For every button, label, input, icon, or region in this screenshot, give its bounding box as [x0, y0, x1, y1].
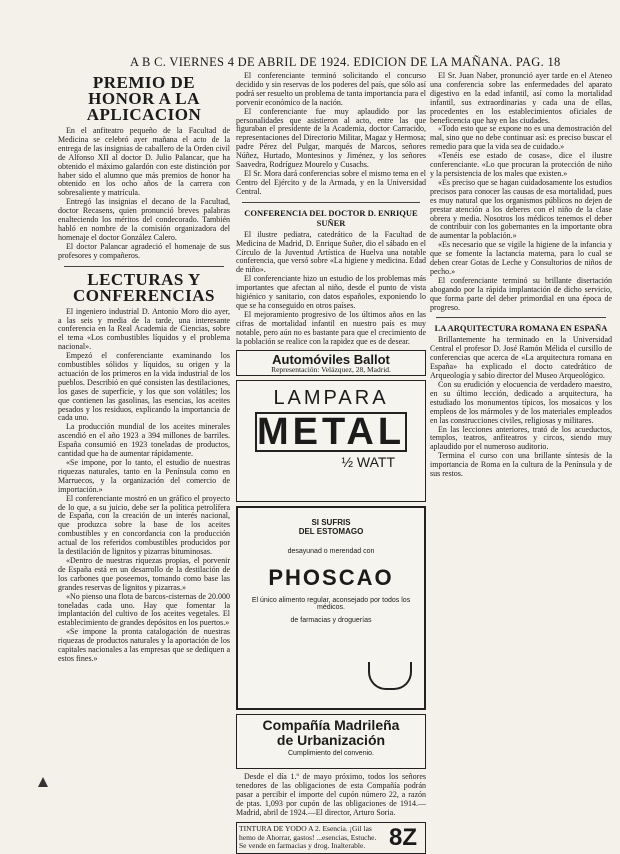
article-paragraph: Empezó el conferenciante examinando los combustibles sólidos y líquidos, su origen y la actuación de los primeros en la vida industrial de los pueblos. Describió en qué consisten las destilaciones, los gases de superficie, y los que son volátiles; los que contienen las gasolinas, las esencias, los aceites pesados y los residuos, explicando la importancia de cada uno. — [58, 351, 230, 423]
article-paragraph: El conferenciante mostró en un gráfico el proyecto de lo que, a su juicio, debe ser la política petrolífera de España, con la creación de un interés nacional, que produzca sobre la base de los aceites combustibles y en concordancia con la producción actual de los referidos combustibles producidos por la destilación de lignitos y pizarras bituminosas. — [58, 493, 230, 557]
ad-phos-line-f: de farmacias y droguerías — [290, 617, 372, 625]
article-paragraph: El conferenciante fue muy aplaudido por las personalidades que asistieron al acto, entre las que figuraban el presidente de la Academia, doctor Carracido, representaciones del Directorio Militar, Magaz y Hermosa; padre Pérez del Pulgar, marqués de Marcos, señores Núñez, Hurtado, Montesinos y Jiménez, y los señores Saavedra, Rodríguez Mourelo y Cusachs. — [236, 106, 426, 170]
ad-tintura-yodo — [236, 822, 426, 854]
ad-compania-madrilena — [236, 714, 426, 769]
page-header: A B C. VIERNES 4 DE ABRIL DE 1924. EDICION DE LA MAÑANA. PAG. 18 — [130, 55, 561, 69]
ad-comp-text: Desde el día 1.º de mayo próximo, todos los señores tenedores de las obligaciones de esta Compañía podrán pasar a percibir el importe del cupón número 22, a razón de ptas. 1,093 por cupón de las obligaciones de 1914.—Madrid, abril de 1924.—El director, Arturo Soria. — [236, 772, 426, 818]
article-paragraph: «Tenéis ese estado de cosas», dice el ilustre conferenciante. «Lo que procuran la protección de niño y la persistencia de los males que existen.» — [430, 151, 612, 178]
ad-phos-line-a: SI SUFRIS — [311, 518, 351, 528]
article-paragraph: El doctor Palancar agradeció el homenaje de sus profesores y compañeros. — [58, 241, 230, 260]
ad-comp-title2: de Urbanización — [276, 732, 386, 749]
article-paragraph: Entregó las insignias el decano de la Facultad, doctor Recasens, quien pronunció breves palabras enalteciendo los méritos del condecorado. También habló en nombre de la comisión organizadora del homenaje el doctor González Calero. — [58, 197, 230, 242]
ad-tint-price: 8Z — [388, 824, 417, 851]
ad-subtitle: Representación: Velázquez, 28, Madrid. — [271, 365, 391, 375]
article-paragraph: «Es preciso que se hagan cuidadosamente los estudios precisos para conocer las causas de esa mortalidad, pues es muy natural que los organismos públicos no dejen de prestar atención a los deberes con el niño de la clase obrera y media. Nosotros los médicos tenemos el deber de contribuir con los gobernantes en la importante obra de aumentar la población.» — [430, 177, 612, 241]
article-paragraph: El conferenciante terminó su brillante disertación abogando por la rápida implantación de dicho servicio, que forma parte del deber primordial en una época de progreso. — [430, 275, 612, 312]
column-2 — [236, 71, 426, 851]
article-paragraph: «No pienso una flota de barcos-cisternas de 20.000 toneladas cada uno. Hay que fomentar la implantación del cultivo de los aceites vegetales. El establecimiento de grandes depósitos en los puertos.» — [58, 591, 230, 628]
divider — [436, 317, 606, 318]
article-paragraph: «Es necesario que se vigile la higiene de la infancia y que se fomente la lactancia materna, para lo cual se deben crear Gotas de Leche y Consultorios de niños de pecho.» — [430, 240, 612, 276]
article-paragraph: La producción mundial de los aceites minerales ascendió en el año 1923 a 394 millones de barriles. España consumió en 1923 toneladas de productos, cantidad que ha de aumentar rápidamente. — [58, 422, 230, 459]
ad-phos-line-b: DEL ESTOMAGO — [298, 527, 364, 537]
ad-automoviles-ballot — [236, 350, 426, 376]
article-paragraph: El ingeniero industrial D. Antonio Moro dio ayer, a las seis y media de la tarde, una interesante conferencia en la Real Academia de Ciencias, sobre el tema «Los combustibles líquidos y el problema nacional». — [58, 306, 230, 352]
divider — [64, 266, 224, 267]
article-paragraph: El conferenciante terminó solicitando el concurso decidido y sin reservas de los poderes del país, que sólo así podrá ser resuelto un problema de tanta importancia para el porvenir económico de la nación. — [236, 71, 426, 107]
ad-lampara-metal — [236, 380, 426, 502]
article-paragraph: «Se impone, por lo tanto, el estudio de nuestras riquezas naturales, tanto en la Península como en Marruecos, y la organización del comercio de importación.» — [58, 458, 230, 494]
ad-phos-line-c: desayunad o merendad con — [287, 548, 375, 556]
ad-phoscao — [236, 506, 426, 710]
ad-phos-line-e: El único alimento regular, aconsejado por todos los médicos. — [251, 597, 411, 612]
article-paragraph: Con su erudición y elocuencia de verdadero maestro, en su último lección, dedicado a arquitectura, ha estudiado los monumentos típicos, los mosaicos y los empleos de los mármoles y de los materiales empleados en las construcciones civiles, religiosas y militares. — [430, 380, 612, 425]
ad-tint-text: TINTURA DE YODO A 2. Esencia. ¡Gil las hemo de Ahorrar, gastos! ...esencias, Estuche. Se vende en farmacias y drog. Inalterable. — [239, 824, 377, 851]
article-paragraph: «Dentro de nuestras riquezas propias, el porvenir de España está en un desarrollo de la destilación de los carbones que poseemos, tomando como base las grandes reservas de lignitos y pizarras.» — [58, 555, 230, 592]
article-paragraph: El ilustre pediatra, catedrático de la Facultad de Medicina de Madrid, D. Enrique Suñer, dio el sábado en el Círculo de la Juventud Artística de Huelva una notable conferencia, que versó sobre «La higiene y medicina. Edad de niño». — [236, 229, 426, 275]
ad-lamp-line2: METAL — [257, 411, 406, 454]
headline-arquitectura: LA ARQUITECTURA ROMANA EN ESPAÑA — [434, 323, 608, 334]
column-1 — [58, 72, 230, 832]
corner-mark — [36, 775, 50, 789]
headline-suner: CONFERENCIA DEL DOCTOR D. ENRIQUE SUÑER — [244, 207, 418, 228]
column-3 — [430, 72, 612, 832]
article-paragraph: El Sr. Mora dará conferencias sobre el mismo tema en el Centro del Ejército y de la Armada, y en la Universidad Central. — [236, 168, 426, 196]
article-paragraph: En las lecciones anteriores, trató de los acueductos, templos, teatros, anfiteatros y circos, siendo muy aplaudido por el numeroso auditorio. — [430, 424, 612, 452]
cup-icon — [368, 662, 412, 690]
article-paragraph: El conferenciante hizo un estudio de los problemas más importantes que afectan al niño, desde el punto de vista higiénico y sanitario, con datos españoles, exponiendo lo que se ha conseguido en otros países. — [236, 274, 426, 310]
headline-premio: PREMIO DE HONOR A LA APLICACION — [86, 73, 202, 124]
ad-comp-title1: Compañía Madrileña — [262, 717, 400, 734]
article-paragraph: En el anfiteatro pequeño de la Facultad de Medicina se celebró ayer mañana el acto de la entrega de las insignias de caballero de la Orden civil de Alfonso XII al doctor D. Julio Palancar, que ha obtenido el máximo galardón con este distinción por haber sido el alumno que más premios de honor ha obtenido en los ocho años de la carrera con sobresaliente y matrícula. — [58, 126, 230, 198]
headline-lecturas: LECTURAS Y CONFERENCIAS — [72, 269, 216, 305]
article-paragraph: Brillantemente ha terminado en la Universidad Central el profesor D. José Ramón Mélida el cursillo de conferencias que acerca de «La arquitectura romana en España» ha explicado el docto catedrático de Arqueología y sabio director del Museo Arqueológico. — [430, 335, 612, 381]
article-paragraph: Termina el curso con una brillante síntesis de la importancia de Roma en la cultura de la Península y de sus restos. — [430, 451, 612, 479]
article-paragraph: El Sr. Juan Naber, pronunció ayer tarde en el Ateneo una conferencia sobre las enfermedades del aparato digestivo en la edad infantil, así como la mortalidad infantil, sus extraordinarias y cada una de ellas, procedentes en los establecimientos oficiales de beneficencia que hay en las ciudades. — [430, 71, 612, 125]
divider — [242, 202, 420, 203]
ad-phos-brand: PHOSCAO — [268, 565, 394, 591]
article-paragraph: «Todo esto que se expone no es una demostración del mal, sino que no debe continuar así: es preciso buscar el remedio para que la vida sea de cuidado.» — [430, 124, 612, 152]
ad-lamp-line1: LAMPARA — [273, 387, 389, 410]
ad-title: Automóviles Ballot — [272, 352, 390, 368]
ad-lamp-line3: ½ WATT — [341, 454, 395, 471]
article-paragraph: «Se impone la pronta catalogación de nuestras riquezas de productos naturales y la aportación de los capitales nacionales a las empresas que se dediquen a estos fines.» — [58, 627, 230, 663]
ad-comp-sub: Cumplimiento del convenio. — [288, 750, 374, 758]
article-paragraph: El mejoramiento progresivo de los últimos años en las cifras de mortalidad infantil en nuestro país es muy notable, pero aún no es bastante para que el crecimiento de la población se realice con la rapidez que es de desear. — [236, 309, 426, 346]
